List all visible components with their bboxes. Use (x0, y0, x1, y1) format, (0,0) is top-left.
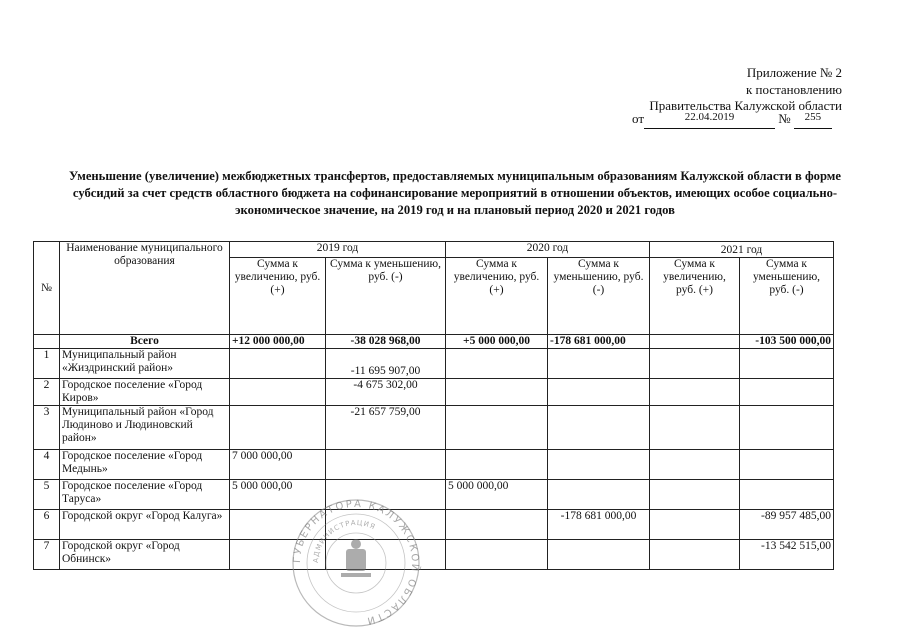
table-row (34, 540, 834, 570)
budget-table (33, 241, 834, 570)
seal-inner-text: АДМИНИСТРАЦИЯ (311, 518, 377, 564)
row-2020-increase (446, 406, 548, 450)
table-row (34, 480, 834, 510)
row-2021-increase (650, 349, 740, 379)
appendix-title: Приложение № 2 (746, 65, 842, 80)
row-2020-increase (446, 540, 548, 570)
table-row (34, 406, 834, 450)
header-2021-increase: Сумма к увеличению, руб. (+) (650, 258, 740, 335)
row-2020-increase (446, 450, 548, 480)
row-municipality: Муниципальный район «Город Людиново и Людиновский район» (60, 406, 230, 450)
table-row (34, 510, 834, 540)
total-2019-decrease: -38 028 968,00 (326, 335, 446, 349)
row-number: 3 (34, 406, 60, 450)
header-municipality: Наименование муниципального образования (60, 242, 230, 335)
row-2020-decrease (548, 406, 650, 450)
row-number: 7 (34, 540, 60, 570)
header-2020-increase: Сумма к увеличению, руб. (+) (446, 258, 548, 335)
row-2021-increase (650, 480, 740, 510)
row-2020-increase (446, 349, 548, 379)
row-number: 2 (34, 379, 60, 406)
row-2021-decrease (740, 379, 834, 406)
total-2021-increase (650, 335, 740, 349)
row-2021-increase (650, 540, 740, 570)
table-row (34, 379, 834, 406)
decree-date-field (644, 111, 775, 129)
row-2021-decrease (740, 406, 834, 450)
row-number: 6 (34, 510, 60, 540)
appendix-block (612, 65, 842, 115)
total-label: Всего (60, 335, 230, 349)
row-2021-decrease (740, 349, 834, 379)
row-2019-decrease: -4 675 302,00 (326, 379, 446, 406)
row-2020-decrease (548, 379, 650, 406)
decree-date: 22.04.2019 (684, 111, 735, 123)
header-2019-decrease: Сумма к уменьшению, руб. (-) (326, 258, 446, 335)
header-number: № (34, 242, 60, 335)
official-seal (290, 497, 422, 629)
svg-text:АДМИНИСТРАЦИЯ (312, 519, 377, 563)
total-2021-decrease: -103 500 000,00 (740, 335, 834, 349)
row-number: 4 (34, 450, 60, 480)
coat-of-arms-icon (341, 539, 371, 577)
row-number: 1 (34, 349, 60, 379)
row-2019-increase: 7 000 000,00 (230, 450, 326, 480)
row-municipality: Муниципальный район «Жиздринский район» (60, 349, 230, 379)
document-title: Уменьшение (увеличение) межбюджетных трансфертов, предоставляемых муниципальным образованиям Калужской области в форме субсидий за счет средств областного бюджета на софинансирование мероприятий в отношении объектов, имеющих особое социально-экономическое значение, на 2019 год и на плановый период 2020 и 2021 годов (69, 169, 841, 217)
table-row (34, 349, 834, 379)
appendix-line-to-decree: к постановлению (745, 81, 842, 97)
total-2019-increase: +12 000 000,00 (230, 335, 326, 349)
decree-line (632, 111, 832, 129)
row-2021-decrease (740, 450, 834, 480)
row-municipality: Городской округ «Город Калуга» (60, 510, 230, 540)
row-2019-decrease: -11 695 907,00 (326, 349, 446, 379)
row-municipality: Городское поселение «Город Таруса» (60, 480, 230, 510)
header-year-2019: 2019 год (230, 242, 446, 258)
header-year-2021: 2021 год (650, 242, 834, 258)
header-2021-decrease: Сумма к уменьшению, руб. (-) (740, 258, 834, 335)
row-2019-decrease (326, 450, 446, 480)
row-2021-increase (650, 379, 740, 406)
row-2019-increase (230, 349, 326, 379)
row-2021-increase (650, 510, 740, 540)
row-2020-decrease: -178 681 000,00 (548, 510, 650, 540)
row-2020-decrease (548, 349, 650, 379)
table-row (34, 450, 834, 480)
seal-outer-text: ГУБЕРНАТОРА КАЛУЖСКОЙ ОБЛАСТИ (291, 498, 421, 627)
row-2019-increase (230, 379, 326, 406)
row-number: 5 (34, 480, 60, 510)
row-2020-increase (446, 510, 548, 540)
row-municipality: Городской округ «Город Обнинск» (60, 540, 230, 570)
row-municipality: Городское поселение «Город Киров» (60, 379, 230, 406)
row-2021-increase (650, 406, 740, 450)
row-municipality: Городское поселение «Город Медынь» (60, 450, 230, 480)
row-2021-increase (650, 450, 740, 480)
decree-number-field (794, 111, 832, 129)
row-2019-increase: 5 000 000,00 (230, 480, 326, 510)
total-2020-decrease: -178 681 000,00 (548, 335, 650, 349)
header-row-years (34, 242, 834, 258)
row-2020-decrease (548, 540, 650, 570)
header-year-2020: 2020 год (446, 242, 650, 258)
decree-number-label: № (778, 111, 791, 126)
appendix-line-government: Правительства Калужской области (649, 98, 842, 113)
row-2021-decrease: -89 957 485,00 (740, 510, 834, 540)
header-2020-decrease: Сумма к уменьшению, руб. (-) (548, 258, 650, 335)
row-2019-decrease: -21 657 759,00 (326, 406, 446, 450)
row-2020-decrease (548, 480, 650, 510)
row-2021-decrease: -13 542 515,00 (740, 540, 834, 570)
row-2020-increase: 5 000 000,00 (446, 480, 548, 510)
row-2019-increase (230, 406, 326, 450)
total-2020-increase: +5 000 000,00 (446, 335, 548, 349)
decree-number: 255 (804, 111, 822, 123)
row-2020-decrease (548, 450, 650, 480)
total-row (34, 335, 834, 349)
row-2021-decrease (740, 480, 834, 510)
total-number (34, 335, 60, 349)
row-2020-increase (446, 379, 548, 406)
table-body (34, 349, 834, 570)
header-2019-increase: Сумма к увеличению, руб. (+) (230, 258, 326, 335)
decree-from-label: от (632, 111, 645, 126)
